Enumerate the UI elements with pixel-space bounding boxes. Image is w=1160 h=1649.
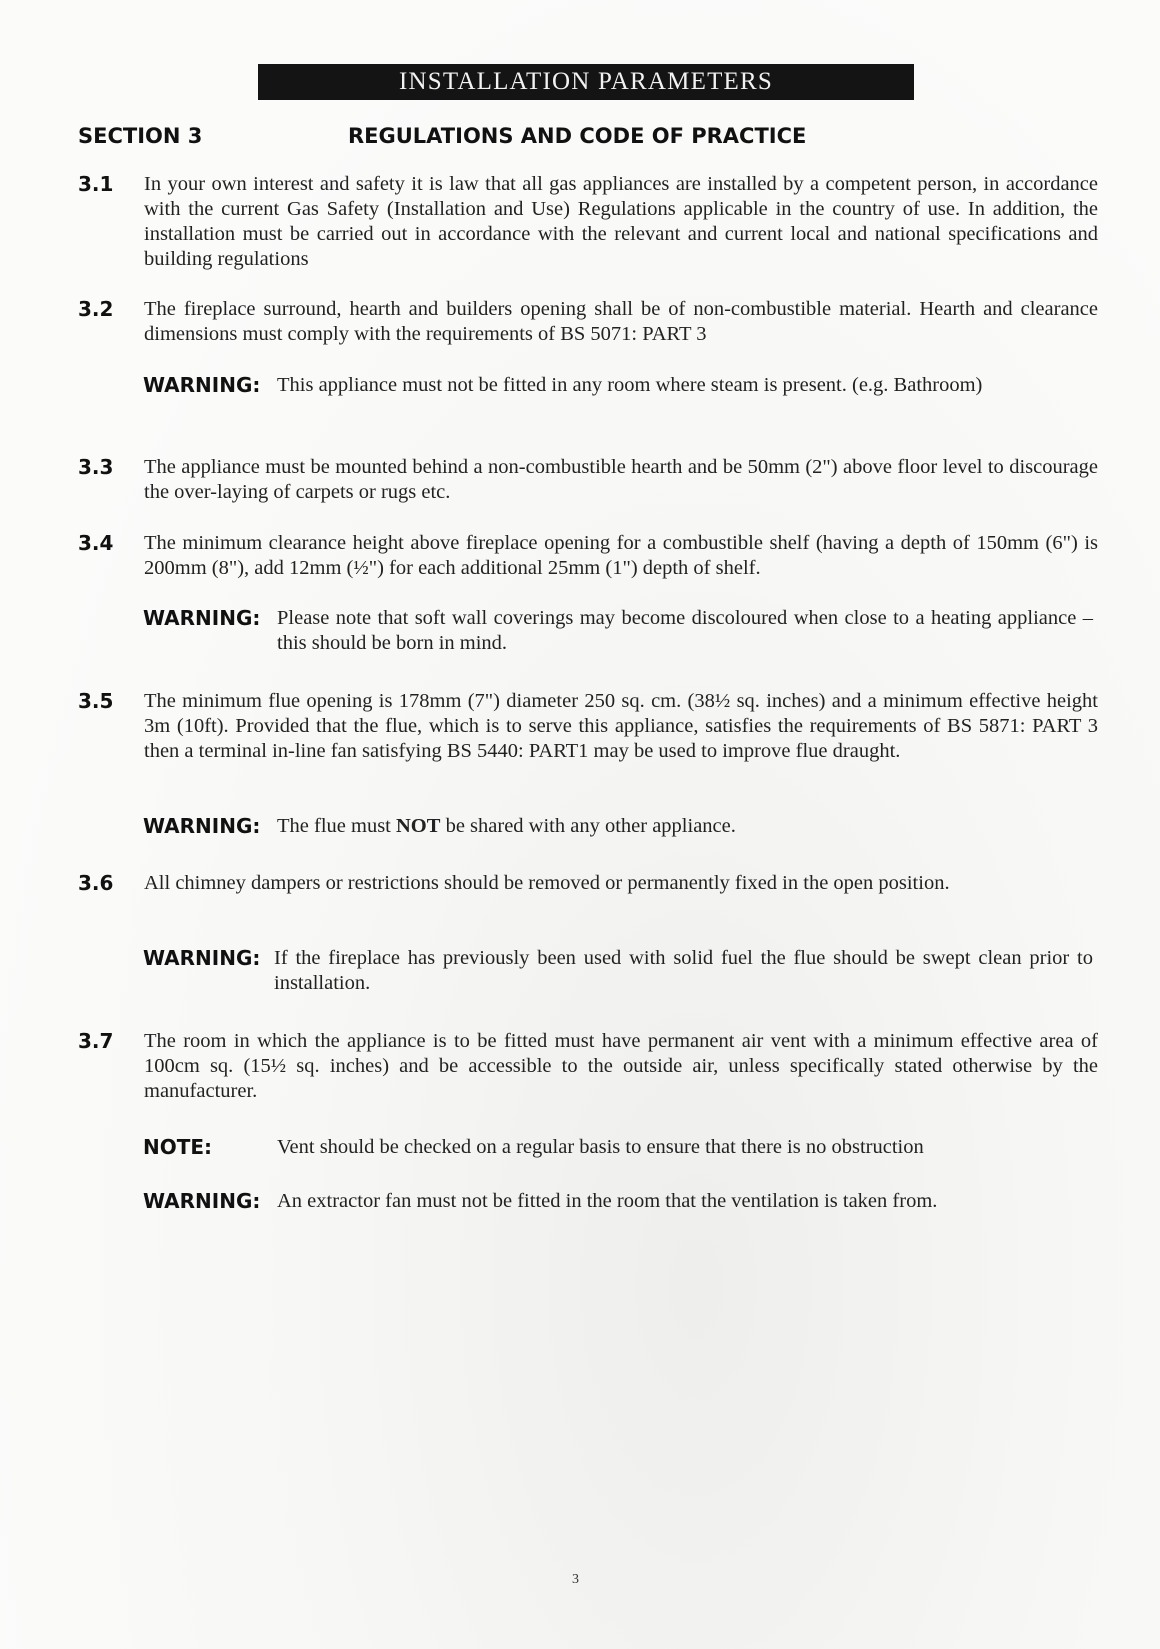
warning-text: This appliance must not be fitted in any room where steam is present. (e.g. Bathroom): [277, 374, 983, 396]
warning-text: [277, 814, 1093, 839]
warning-label: WARNING:: [143, 946, 261, 970]
warning-emphasis: NOT: [396, 815, 441, 837]
clause-text: The minimum clearance height above fireplace opening for a combustible shelf (having a depth of 150mm (6") is 200mm (8"), add 12mm (½") for each additional 25mm (1") depth of shelf.: [144, 532, 1098, 579]
clause-number: 3.6: [78, 871, 114, 895]
clause-text: The minimum flue opening is 178mm (7") diameter 250 sq. cm. (38½ sq. inches) and a minimum effective height 3m (10ft). Provided that the flue, which is to serve this appliance, satisfies the requirements of BS 5871: PART 3 then a terminal in-line fan satisfying BS 5440: PART1 may be used to improve flue draught.: [144, 690, 1098, 762]
warning-label: WARNING:: [143, 814, 261, 838]
clause-number: 3.1: [78, 172, 114, 196]
warning-text: Please note that soft wall coverings may become discoloured when close to a heating appliance – this should be born in mind.: [277, 607, 1093, 654]
clause-number: 3.3: [78, 455, 114, 479]
page-number: 3: [572, 1572, 579, 1587]
warning-label: WARNING:: [143, 373, 261, 397]
clause-text: The appliance must be mounted behind a non-combustible hearth and be 50mm (2") above floor level to discourage the over-laying of carpets or rugs etc.: [144, 456, 1098, 503]
clause-number: 3.4: [78, 531, 114, 555]
note-text: Vent should be checked on a regular basis to ensure that there is no obstruction: [277, 1136, 924, 1158]
warning-text: If the fireplace has previously been used with solid fuel the flue should be swept clean prior to installation.: [274, 947, 1093, 994]
clause-number: 3.2: [78, 297, 114, 321]
note-label: NOTE:: [143, 1135, 213, 1159]
warning-text-end: be shared with any other appliance.: [440, 815, 736, 837]
clause-text: The fireplace surround, hearth and builders opening shall be of non-combustible material. Hearth and clearance dimensions must comply with the requirements of BS 5071: PART 3: [144, 298, 1098, 345]
warning-text-start: The flue must: [277, 815, 396, 837]
clause-text: All chimney dampers or restrictions should be removed or permanently fixed in the open position.: [144, 872, 950, 894]
clause-number: 3.7: [78, 1029, 114, 1053]
warning-text: An extractor fan must not be fitted in the room that the ventilation is taken from.: [277, 1190, 938, 1212]
warning-label: WARNING:: [143, 606, 261, 630]
section-label: SECTION 3: [78, 124, 203, 148]
warning-label: WARNING:: [143, 1189, 261, 1213]
page-banner: INSTALLATION PARAMETERS: [258, 64, 914, 100]
section-title: REGULATIONS AND CODE OF PRACTICE: [348, 124, 807, 148]
clause-text: In your own interest and safety it is law that all gas appliances are installed by a competent person, in accordance with the current Gas Safety (Installation and Use) Regulations applicable in the country of use. In addition, the installation must be carried out in accordance with the relevant and current local and national specifications and building regulations: [144, 173, 1098, 270]
clause-text: The room in which the appliance is to be fitted must have permanent air vent with a minimum effective area of 100cm sq. (15½ sq. inches) and be accessible to the outside air, unless specifically stated otherwise by the manufacturer.: [144, 1030, 1098, 1102]
clause-number: 3.5: [78, 689, 114, 713]
